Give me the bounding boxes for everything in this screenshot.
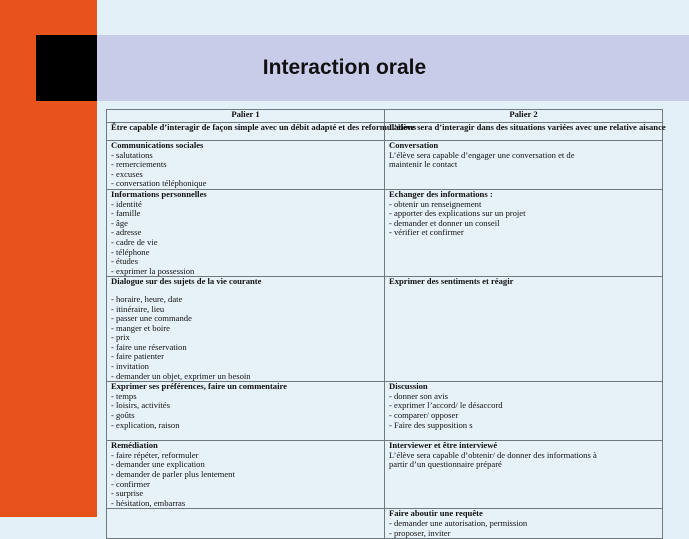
cell-title: Discussion	[389, 381, 428, 392]
list-item: - horaire, heure, date	[111, 293, 183, 304]
list-item: - exprimer l’accord/ le désaccord	[389, 400, 503, 411]
cell-title: Conversation	[389, 140, 439, 150]
table-row	[107, 382, 663, 441]
header-palier-2: Palier 2	[385, 110, 663, 123]
table-cell-left	[107, 141, 385, 190]
list-item: - explication, raison	[111, 419, 180, 430]
table-row	[107, 189, 663, 276]
list-item: - études	[111, 256, 138, 267]
table-intro-row	[107, 123, 663, 141]
list-item: partir d’un questionnaire préparé	[389, 459, 502, 470]
list-item: - donner son avis	[389, 390, 448, 401]
list-item: - exprimer la possession	[111, 265, 195, 276]
list-item: - faire une réservation	[111, 341, 187, 352]
slide-title: Interaction orale	[262, 56, 427, 79]
cell-title: Faire aboutir une requête	[389, 508, 483, 519]
table-cell-left	[107, 277, 385, 382]
table-cell-left	[107, 382, 385, 441]
list-item: - demander de parler plus lentement	[111, 469, 235, 480]
list-item: - téléphone	[111, 246, 150, 257]
list-item: - demander et donner un conseil	[389, 217, 500, 228]
table-header-row	[107, 110, 663, 123]
cell-title: Echanger des informations :	[389, 188, 493, 199]
list-item: - excuses	[111, 168, 143, 179]
cell-title: Interviewer et être interviewé	[389, 440, 498, 451]
list-item: - identité	[111, 198, 142, 209]
table-cell-right	[385, 189, 663, 276]
list-item: - hésitation, embarras	[111, 497, 186, 508]
list-item: - obtenir un renseignement	[389, 198, 482, 209]
list-item: - adresse	[111, 227, 142, 238]
list-item: - confirmer	[111, 478, 150, 489]
cell-title: Communications sociales	[111, 140, 204, 150]
list-item: - cadre de vie	[111, 236, 158, 247]
cell-title: Exprimer des sentiments et réagir	[389, 276, 514, 287]
table-row	[107, 277, 663, 382]
table-cell-left	[107, 189, 385, 276]
list-item: - remerciements	[111, 159, 167, 170]
list-item: - comparer/ opposer	[389, 410, 459, 421]
interaction-table	[106, 109, 666, 539]
list-item: L’élève sera capable d’obtenir/ de donner des informations à	[389, 449, 597, 460]
list-item: - apporter des explications sur un projet	[389, 208, 526, 219]
table-cell-right	[385, 509, 663, 539]
table-cell-right	[385, 141, 663, 190]
list-item: - vérifier et confirmer	[389, 227, 464, 238]
list-item: - famille	[111, 208, 141, 219]
table-row	[107, 141, 663, 190]
list-item: - salutations	[111, 149, 153, 160]
list-item: - demander un objet, exprimer un besoin	[111, 370, 251, 381]
list-item: - demander une explication	[111, 459, 205, 470]
list-item: - temps	[111, 390, 137, 401]
list-item: - passer une commande	[111, 313, 192, 324]
list-item: - prix	[111, 332, 130, 343]
table-row	[107, 509, 663, 539]
list-item: - surprise	[111, 488, 144, 499]
list-item: - invitation	[111, 361, 149, 372]
header-palier-1: Palier 1	[107, 110, 385, 123]
list-item: - conversation téléphonique	[111, 178, 207, 189]
list-item: L’élève sera capable d’engager une conversation et de	[389, 149, 575, 160]
table-cell-right	[385, 277, 663, 382]
list-item: - Faire des supposition s	[389, 419, 473, 430]
list-item: - loisirs, activités	[111, 400, 170, 411]
table-row	[107, 441, 663, 509]
list-item: - manger et boire	[111, 322, 170, 333]
intro-palier-2: L’élève sera d’interagir dans des situations variées avec une relative aisance	[385, 123, 663, 141]
list-item: - goûts	[111, 410, 135, 421]
list-item: - âge	[111, 217, 128, 228]
table-cell-right	[385, 382, 663, 441]
cell-title: Informations personnelles	[111, 188, 207, 199]
list-item: - proposer, inviter	[389, 527, 451, 538]
cell-title: Dialogue sur des sujets de la vie courante	[111, 276, 262, 287]
intro-palier-1: Être capable d’interagir de façon simple avec un débit adapté et des reformulations	[107, 123, 385, 141]
table-cell-left	[107, 441, 385, 509]
table-cell-right	[385, 441, 663, 509]
list-item: - faire patienter	[111, 351, 164, 362]
list-item: - faire répéter, reformuler	[111, 449, 199, 460]
black-accent-block	[36, 35, 97, 101]
list-item: - itinéraire, lieu	[111, 303, 165, 314]
cell-title: Remédiation	[111, 440, 158, 451]
cell-title: Exprimer ses préférences, faire un commentaire	[111, 381, 287, 392]
table-cell-left	[107, 509, 385, 539]
list-item: - demander une autorisation, permission	[389, 518, 528, 528]
list-item: maintenir le contact	[389, 159, 458, 170]
